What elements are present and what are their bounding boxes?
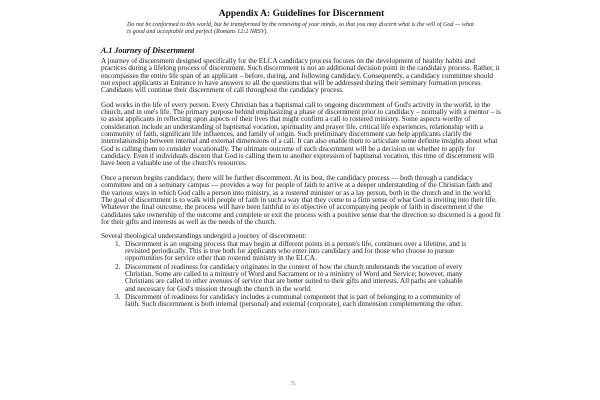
body-paragraph-2: God works in the life of every person. Every Christian has a baptismal call to ongoing discernment of God's activity in the world, in the church, and in one's life. The primary purpose behind emphasizing a phase of discernment prior to candidacy – normally with a mentor – is to assist applicants in reflecting upon aspects of their lives that might confirm a call to rostered ministry. Some aspects worthy of consideration include an understanding of baptismal vocation, spirituality and prayer life, critical life experiences, relationship with a community of faith, significant life influences, and family of origin. Such preliminary discernment can help applicants clarify the interrelationship between internal and external dimensions of a call. It can also enable them to articulate some definite insights about what God is calling them to consider vocationally. The ultimate outcome of such discernment will be a decision on whether to apply for candidacy. Even if individuals discern that God is calling them to another expression of baptismal vocation, this time of discernment will have been a valuable use of the church's resources. bbox=[101, 99, 501, 168]
list-item-text: Discernment of readiness for candidacy originates in the context of how the church understands the vocation of every Christian. Some are called to a ministry of Word and Sacrament or to a ministry of Word and Service; however, many Christians are called to other avenues of service that are better suited to their gifts and interests. All paths are valuable and necessary for God's mission through the church in the world. bbox=[125, 261, 463, 293]
list-item bbox=[101, 293, 502, 308]
scripture-epigraph: Do not be conformed to this world, but be transformed by the renewing of your minds, so that you may discern what is the will of God — what is good and acceptable and perfect (Romans 12:2 NRSV). bbox=[127, 22, 474, 35]
list-item bbox=[101, 263, 502, 292]
list-item-number: 3. bbox=[115, 291, 121, 301]
list-item-number: 1. bbox=[115, 238, 121, 248]
body-paragraph-1: A journey of discernment designed specifically for the ELCA candidacy process focuses on the development of healthy habits and practices during a lifelong process of discernment. Such discernment is not an additional decision point in the candidacy process. Rather, it encompasses the entire life span of an applicant – before, during, and following candidacy. Consequently, a candidacy committee should not expect applicants at Entrance to have answers to all the questions that will be addressed during their seminary formation process. Candidates will continue their discernment of call throughout the candidacy process. bbox=[101, 56, 500, 95]
theological-understandings-list bbox=[101, 240, 502, 308]
document-content bbox=[101, 9, 502, 309]
page-number: 75 bbox=[290, 382, 296, 387]
list-item bbox=[101, 240, 502, 262]
section-heading: A.1 Journey of Discernment bbox=[101, 46, 195, 55]
body-paragraph-3: Once a person begins candidacy, there will be further discernment. At its best, the candidacy process — both through a candidacy committee and on a seminary campus — provides a way for people of faith to arrive at a deeper understanding of the Christian faith and the various ways in which God calls a person into ministry, as a rostered minister or as a lay person, both in the church and in the world. The goal of discernment is to walk with people of faith in such a way that they come to a firm sense of what God is inviting into their life. Whatever the final outcome, the process will have been faithful to its objective of accompanying people of faith in discernment if the candidates take ownership of the outcome and complete or exit the process with a positive sense that the direction so discerned is a good fit for their gifts and interests as well as the needs of the church. bbox=[101, 172, 501, 226]
list-item-number: 2. bbox=[115, 261, 121, 271]
list-intro: Several theological understandings undergird a journey of discernment: bbox=[101, 231, 307, 241]
document-title: Appendix A: Guidelines for Discernment bbox=[218, 9, 385, 19]
list-item-text: Discernment is an ongoing process that may begin at different points in a person's life, continues over a lifetime, and is revisited periodically. This is true both for applicants who enter into candidacy and for those who choose to pursue opportunities for service other than rostered ministry in the ELCA. bbox=[125, 238, 467, 263]
list-item-text: Discernment of readiness for candidacy includes a communal component that is part of belonging to a community of faith. Such discernment is both internal (personal) and external (corporate), each dimension complementing the other. bbox=[125, 291, 463, 309]
